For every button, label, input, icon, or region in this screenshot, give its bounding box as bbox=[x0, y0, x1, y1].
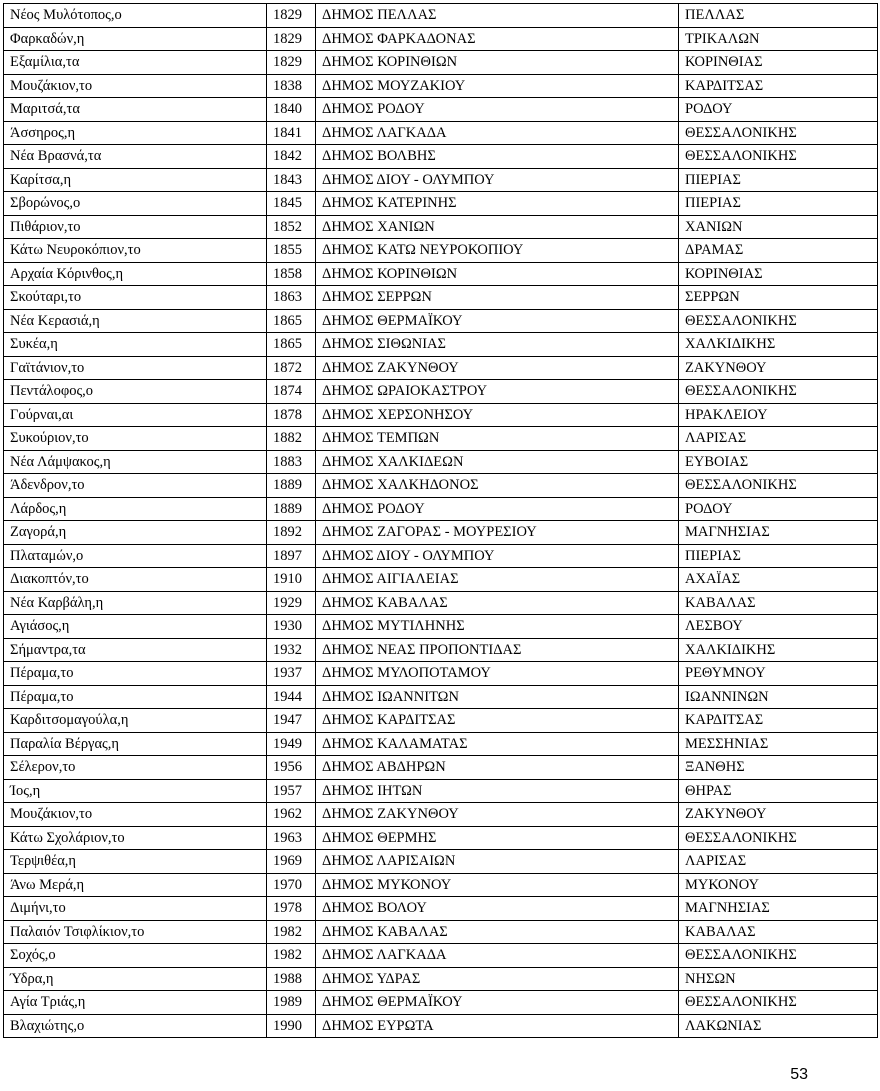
prefecture-cell: ΛΑΚΩΝΙΑΣ bbox=[679, 1014, 878, 1038]
year-cell: 1855 bbox=[267, 239, 316, 263]
table-row bbox=[4, 497, 878, 521]
year-cell: 1829 bbox=[267, 27, 316, 51]
municipality-cell: ΔΗΜΟΣ ΘΕΡΜΑΪΚΟΥ bbox=[316, 991, 679, 1015]
table-row bbox=[4, 74, 878, 98]
year-cell: 1969 bbox=[267, 850, 316, 874]
prefecture-cell: ΚΑΡΔΙΤΣΑΣ bbox=[679, 74, 878, 98]
municipality-cell: ΔΗΜΟΣ ΥΔΡΑΣ bbox=[316, 967, 679, 991]
table-row bbox=[4, 897, 878, 921]
table-row bbox=[4, 356, 878, 380]
settlement-name-cell: Ζαγορά,η bbox=[4, 521, 267, 545]
table-row bbox=[4, 920, 878, 944]
municipality-cell: ΔΗΜΟΣ ΑΙΓΙΑΛΕΙΑΣ bbox=[316, 568, 679, 592]
settlement-name-cell: Σκούταρι,το bbox=[4, 286, 267, 310]
year-cell: 1962 bbox=[267, 803, 316, 827]
municipality-cell: ΔΗΜΟΣ ΜΥΚΟΝΟΥ bbox=[316, 873, 679, 897]
settlement-name-cell: Γαϊτάνιον,το bbox=[4, 356, 267, 380]
prefecture-cell: ΠΙΕΡΙΑΣ bbox=[679, 192, 878, 216]
prefecture-cell: ΘΕΣΣΑΛΟΝΙΚΗΣ bbox=[679, 121, 878, 145]
year-cell: 1989 bbox=[267, 991, 316, 1015]
table-row bbox=[4, 967, 878, 991]
table-row bbox=[4, 850, 878, 874]
municipality-cell: ΔΗΜΟΣ ΜΥΤΙΛΗΝΗΣ bbox=[316, 615, 679, 639]
prefecture-cell: ΘΕΣΣΑΛΟΝΙΚΗΣ bbox=[679, 944, 878, 968]
table-row bbox=[4, 239, 878, 263]
table-row bbox=[4, 662, 878, 686]
settlement-name-cell: Μαριτσά,τα bbox=[4, 98, 267, 122]
year-cell: 1842 bbox=[267, 145, 316, 169]
settlement-name-cell: Γούρναι,αι bbox=[4, 403, 267, 427]
prefecture-cell: ΕΥΒΟΙΑΣ bbox=[679, 450, 878, 474]
table-row bbox=[4, 27, 878, 51]
prefecture-cell: ΡΟΔΟΥ bbox=[679, 497, 878, 521]
year-cell: 1897 bbox=[267, 544, 316, 568]
prefecture-cell: ΛΑΡΙΣΑΣ bbox=[679, 850, 878, 874]
prefecture-cell: ΘΕΣΣΑΛΟΝΙΚΗΣ bbox=[679, 145, 878, 169]
table-row bbox=[4, 591, 878, 615]
settlement-name-cell: Αγιάσος,η bbox=[4, 615, 267, 639]
year-cell: 1874 bbox=[267, 380, 316, 404]
settlement-name-cell: Συκούριον,το bbox=[4, 427, 267, 451]
year-cell: 1988 bbox=[267, 967, 316, 991]
table-row bbox=[4, 779, 878, 803]
table-row bbox=[4, 403, 878, 427]
municipality-cell: ΔΗΜΟΣ ΧΑΛΚΗΔΟΝΟΣ bbox=[316, 474, 679, 498]
prefecture-cell: ΜΑΓΝΗΣΙΑΣ bbox=[679, 897, 878, 921]
settlement-name-cell: Άδενδρον,το bbox=[4, 474, 267, 498]
settlement-name-cell: Βλαχιώτης,ο bbox=[4, 1014, 267, 1038]
records-table-body bbox=[4, 4, 878, 1038]
year-cell: 1970 bbox=[267, 873, 316, 897]
year-cell: 1947 bbox=[267, 709, 316, 733]
table-row bbox=[4, 544, 878, 568]
municipality-cell: ΔΗΜΟΣ ΕΥΡΩΤΑ bbox=[316, 1014, 679, 1038]
municipality-cell: ΔΗΜΟΣ ΧΑΝΙΩΝ bbox=[316, 215, 679, 239]
prefecture-cell: ΘΕΣΣΑΛΟΝΙΚΗΣ bbox=[679, 309, 878, 333]
settlement-name-cell: Αρχαία Κόρινθος,η bbox=[4, 262, 267, 286]
settlement-name-cell: Αγία Τριάς,η bbox=[4, 991, 267, 1015]
municipality-cell: ΔΗΜΟΣ ΧΑΛΚΙΔΕΩΝ bbox=[316, 450, 679, 474]
municipality-cell: ΔΗΜΟΣ ΧΕΡΣΟΝΗΣΟΥ bbox=[316, 403, 679, 427]
table-row bbox=[4, 192, 878, 216]
table-row bbox=[4, 803, 878, 827]
year-cell: 1963 bbox=[267, 826, 316, 850]
settlement-name-cell: Πιθάριον,το bbox=[4, 215, 267, 239]
settlement-name-cell: Μουζάκιον,το bbox=[4, 803, 267, 827]
prefecture-cell: ΤΡΙΚΑΛΩΝ bbox=[679, 27, 878, 51]
municipality-cell: ΔΗΜΟΣ ΛΑΡΙΣΑΙΩΝ bbox=[316, 850, 679, 874]
year-cell: 1978 bbox=[267, 897, 316, 921]
prefecture-cell: ΝΗΣΩΝ bbox=[679, 967, 878, 991]
table-row bbox=[4, 215, 878, 239]
prefecture-cell: ΙΩΑΝΝΙΝΩΝ bbox=[679, 685, 878, 709]
settlement-name-cell: Συκέα,η bbox=[4, 333, 267, 357]
municipality-cell: ΔΗΜΟΣ ΡΟΔΟΥ bbox=[316, 497, 679, 521]
year-cell: 1845 bbox=[267, 192, 316, 216]
municipality-cell: ΔΗΜΟΣ ΚΑΛΑΜΑΤΑΣ bbox=[316, 732, 679, 756]
settlement-name-cell: Καρδιτσομαγούλα,η bbox=[4, 709, 267, 733]
prefecture-cell: ΘΗΡΑΣ bbox=[679, 779, 878, 803]
prefecture-cell: ΧΑΛΚΙΔΙΚΗΣ bbox=[679, 638, 878, 662]
year-cell: 1982 bbox=[267, 944, 316, 968]
municipality-cell: ΔΗΜΟΣ ΘΕΡΜΗΣ bbox=[316, 826, 679, 850]
table-row bbox=[4, 4, 878, 28]
table-row bbox=[4, 685, 878, 709]
table-row bbox=[4, 568, 878, 592]
year-cell: 1863 bbox=[267, 286, 316, 310]
municipality-cell: ΔΗΜΟΣ ΚΑΤΩ ΝΕΥΡΟΚΟΠΙΟΥ bbox=[316, 239, 679, 263]
prefecture-cell: ΘΕΣΣΑΛΟΝΙΚΗΣ bbox=[679, 474, 878, 498]
municipality-cell: ΔΗΜΟΣ ΚΟΡΙΝΘΙΩΝ bbox=[316, 51, 679, 75]
prefecture-cell: ΚΑΒΑΛΑΣ bbox=[679, 591, 878, 615]
year-cell: 1878 bbox=[267, 403, 316, 427]
table-row bbox=[4, 615, 878, 639]
settlement-name-cell: Ύδρα,η bbox=[4, 967, 267, 991]
prefecture-cell: ΛΑΡΙΣΑΣ bbox=[679, 427, 878, 451]
municipality-cell: ΔΗΜΟΣ ΠΕΛΛΑΣ bbox=[316, 4, 679, 28]
prefecture-cell: ΠΙΕΡΙΑΣ bbox=[679, 544, 878, 568]
municipality-cell: ΔΗΜΟΣ ΝΕΑΣ ΠΡΟΠΟΝΤΙΔΑΣ bbox=[316, 638, 679, 662]
municipality-cell: ΔΗΜΟΣ ΡΟΔΟΥ bbox=[316, 98, 679, 122]
year-cell: 1882 bbox=[267, 427, 316, 451]
settlement-name-cell: Διμήνι,το bbox=[4, 897, 267, 921]
prefecture-cell: ΣΕΡΡΩΝ bbox=[679, 286, 878, 310]
table-row bbox=[4, 991, 878, 1015]
municipality-cell: ΔΗΜΟΣ ΣΕΡΡΩΝ bbox=[316, 286, 679, 310]
table-row bbox=[4, 732, 878, 756]
table-row bbox=[4, 333, 878, 357]
settlement-name-cell: Ίος,η bbox=[4, 779, 267, 803]
prefecture-cell: ΞΑΝΘΗΣ bbox=[679, 756, 878, 780]
settlement-name-cell: Καρίτσα,η bbox=[4, 168, 267, 192]
municipality-cell: ΔΗΜΟΣ ΖΑΓΟΡΑΣ - ΜΟΥΡΕΣΙΟΥ bbox=[316, 521, 679, 545]
settlement-name-cell: Παραλία Βέργας,η bbox=[4, 732, 267, 756]
prefecture-cell: ΚΑΒΑΛΑΣ bbox=[679, 920, 878, 944]
settlement-name-cell: Φαρκαδών,η bbox=[4, 27, 267, 51]
prefecture-cell: ΜΥΚΟΝΟΥ bbox=[679, 873, 878, 897]
municipality-cell: ΔΗΜΟΣ ΜΟΥΖΑΚΙΟΥ bbox=[316, 74, 679, 98]
municipality-cell: ΔΗΜΟΣ ΘΕΡΜΑΪΚΟΥ bbox=[316, 309, 679, 333]
table-row bbox=[4, 168, 878, 192]
municipality-cell: ΔΗΜΟΣ ΤΕΜΠΩΝ bbox=[316, 427, 679, 451]
municipality-cell: ΔΗΜΟΣ ΒΟΛΟΥ bbox=[316, 897, 679, 921]
municipality-cell: ΔΗΜΟΣ ΛΑΓΚΑΔΑ bbox=[316, 121, 679, 145]
settlement-name-cell: Πέραμα,το bbox=[4, 662, 267, 686]
year-cell: 1889 bbox=[267, 474, 316, 498]
table-row bbox=[4, 826, 878, 850]
prefecture-cell: ΠΙΕΡΙΑΣ bbox=[679, 168, 878, 192]
municipality-cell: ΔΗΜΟΣ ΒΟΛΒΗΣ bbox=[316, 145, 679, 169]
municipality-cell: ΔΗΜΟΣ ΑΒΔΗΡΩΝ bbox=[316, 756, 679, 780]
settlement-name-cell: Κάτω Σχολάριον,το bbox=[4, 826, 267, 850]
prefecture-cell: ΜΕΣΣΗΝΙΑΣ bbox=[679, 732, 878, 756]
year-cell: 1883 bbox=[267, 450, 316, 474]
settlement-name-cell: Παλαιόν Τσιφλίκιον,το bbox=[4, 920, 267, 944]
table-row bbox=[4, 380, 878, 404]
prefecture-cell: ΜΑΓΝΗΣΙΑΣ bbox=[679, 521, 878, 545]
year-cell: 1843 bbox=[267, 168, 316, 192]
year-cell: 1829 bbox=[267, 51, 316, 75]
municipality-cell: ΔΗΜΟΣ ΚΑΡΔΙΤΣΑΣ bbox=[316, 709, 679, 733]
municipality-cell: ΔΗΜΟΣ ΖΑΚΥΝΘΟΥ bbox=[316, 803, 679, 827]
municipality-cell: ΔΗΜΟΣ ΖΑΚΥΝΘΟΥ bbox=[316, 356, 679, 380]
municipality-cell: ΔΗΜΟΣ ΩΡΑΙΟΚΑΣΤΡΟΥ bbox=[316, 380, 679, 404]
prefecture-cell: ΖΑΚΥΝΘΟΥ bbox=[679, 803, 878, 827]
table-row bbox=[4, 427, 878, 451]
year-cell: 1889 bbox=[267, 497, 316, 521]
settlement-name-cell: Άσσηρος,η bbox=[4, 121, 267, 145]
prefecture-cell: ΗΡΑΚΛΕΙΟΥ bbox=[679, 403, 878, 427]
municipality-cell: ΔΗΜΟΣ ΜΥΛΟΠΟΤΑΜΟΥ bbox=[316, 662, 679, 686]
year-cell: 1929 bbox=[267, 591, 316, 615]
year-cell: 1957 bbox=[267, 779, 316, 803]
prefecture-cell: ΡΟΔΟΥ bbox=[679, 98, 878, 122]
year-cell: 1865 bbox=[267, 309, 316, 333]
table-row bbox=[4, 873, 878, 897]
prefecture-cell: ΔΡΑΜΑΣ bbox=[679, 239, 878, 263]
year-cell: 1944 bbox=[267, 685, 316, 709]
prefecture-cell: ΠΕΛΛΑΣ bbox=[679, 4, 878, 28]
table-row bbox=[4, 521, 878, 545]
year-cell: 1990 bbox=[267, 1014, 316, 1038]
municipality-cell: ΔΗΜΟΣ ΚΑΒΑΛΑΣ bbox=[316, 591, 679, 615]
settlement-name-cell: Διακοπτόν,το bbox=[4, 568, 267, 592]
prefecture-cell: ΚΟΡΙΝΘΙΑΣ bbox=[679, 51, 878, 75]
prefecture-cell: ΛΕΣΒΟΥ bbox=[679, 615, 878, 639]
settlement-name-cell: Σήμαντρα,τα bbox=[4, 638, 267, 662]
municipality-cell: ΔΗΜΟΣ ΙΩΑΝΝΙΤΩΝ bbox=[316, 685, 679, 709]
table-row bbox=[4, 98, 878, 122]
prefecture-cell: ΧΑΝΙΩΝ bbox=[679, 215, 878, 239]
year-cell: 1937 bbox=[267, 662, 316, 686]
year-cell: 1872 bbox=[267, 356, 316, 380]
municipality-cell: ΔΗΜΟΣ ΚΑΒΑΛΑΣ bbox=[316, 920, 679, 944]
year-cell: 1930 bbox=[267, 615, 316, 639]
table-row bbox=[4, 944, 878, 968]
municipality-cell: ΔΗΜΟΣ ΔΙΟΥ - ΟΛΥΜΠΟΥ bbox=[316, 168, 679, 192]
table-row bbox=[4, 145, 878, 169]
settlement-name-cell: Κάτω Νευροκόπιον,το bbox=[4, 239, 267, 263]
prefecture-cell: ΚΟΡΙΝΘΙΑΣ bbox=[679, 262, 878, 286]
municipality-cell: ΔΗΜΟΣ ΚΑΤΕΡΙΝΗΣ bbox=[316, 192, 679, 216]
year-cell: 1956 bbox=[267, 756, 316, 780]
table-row bbox=[4, 1014, 878, 1038]
prefecture-cell: ΘΕΣΣΑΛΟΝΙΚΗΣ bbox=[679, 380, 878, 404]
year-cell: 1840 bbox=[267, 98, 316, 122]
table-row bbox=[4, 51, 878, 75]
year-cell: 1838 bbox=[267, 74, 316, 98]
page-number: 53 bbox=[790, 1066, 808, 1083]
year-cell: 1841 bbox=[267, 121, 316, 145]
year-cell: 1932 bbox=[267, 638, 316, 662]
prefecture-cell: ΘΕΣΣΑΛΟΝΙΚΗΣ bbox=[679, 991, 878, 1015]
municipality-cell: ΔΗΜΟΣ ΙΗΤΩΝ bbox=[316, 779, 679, 803]
year-cell: 1829 bbox=[267, 4, 316, 28]
prefecture-cell: ΑΧΑΪΑΣ bbox=[679, 568, 878, 592]
table-row bbox=[4, 450, 878, 474]
year-cell: 1982 bbox=[267, 920, 316, 944]
prefecture-cell: ΘΕΣΣΑΛΟΝΙΚΗΣ bbox=[679, 826, 878, 850]
settlement-name-cell: Σοχός,ο bbox=[4, 944, 267, 968]
settlement-name-cell: Νέα Κερασιά,η bbox=[4, 309, 267, 333]
settlement-name-cell: Σβορώνος,ο bbox=[4, 192, 267, 216]
table-row bbox=[4, 709, 878, 733]
settlement-name-cell: Λάρδος,η bbox=[4, 497, 267, 521]
table-row bbox=[4, 262, 878, 286]
settlement-name-cell: Πέραμα,το bbox=[4, 685, 267, 709]
settlement-name-cell: Νέος Μυλότοπος,ο bbox=[4, 4, 267, 28]
settlement-name-cell: Πεντάλοφος,ο bbox=[4, 380, 267, 404]
year-cell: 1910 bbox=[267, 568, 316, 592]
year-cell: 1865 bbox=[267, 333, 316, 357]
settlement-name-cell: Εξαμίλια,τα bbox=[4, 51, 267, 75]
table-row bbox=[4, 309, 878, 333]
table-row bbox=[4, 474, 878, 498]
table-row bbox=[4, 121, 878, 145]
settlement-name-cell: Νέα Βρασνά,τα bbox=[4, 145, 267, 169]
year-cell: 1852 bbox=[267, 215, 316, 239]
year-cell: 1949 bbox=[267, 732, 316, 756]
table-row bbox=[4, 638, 878, 662]
prefecture-cell: ΧΑΛΚΙΔΙΚΗΣ bbox=[679, 333, 878, 357]
settlement-name-cell: Πλαταμών,ο bbox=[4, 544, 267, 568]
year-cell: 1858 bbox=[267, 262, 316, 286]
municipality-cell: ΔΗΜΟΣ ΚΟΡΙΝΘΙΩΝ bbox=[316, 262, 679, 286]
year-cell: 1892 bbox=[267, 521, 316, 545]
settlement-name-cell: Άνω Μερά,η bbox=[4, 873, 267, 897]
settlement-name-cell: Νέα Λάμψακος,η bbox=[4, 450, 267, 474]
municipality-cell: ΔΗΜΟΣ ΣΙΘΩΝΙΑΣ bbox=[316, 333, 679, 357]
prefecture-cell: ΚΑΡΔΙΤΣΑΣ bbox=[679, 709, 878, 733]
table-row bbox=[4, 286, 878, 310]
municipality-cell: ΔΗΜΟΣ ΦΑΡΚΑΔΟΝΑΣ bbox=[316, 27, 679, 51]
settlement-name-cell: Σέλερον,το bbox=[4, 756, 267, 780]
prefecture-cell: ΡΕΘΥΜΝΟΥ bbox=[679, 662, 878, 686]
settlement-name-cell: Μουζάκιον,το bbox=[4, 74, 267, 98]
settlement-name-cell: Νέα Καρβάλη,η bbox=[4, 591, 267, 615]
municipality-cell: ΔΗΜΟΣ ΛΑΓΚΑΔΑ bbox=[316, 944, 679, 968]
settlement-name-cell: Τερψιθέα,η bbox=[4, 850, 267, 874]
records-table bbox=[3, 3, 878, 1038]
prefecture-cell: ΖΑΚΥΝΘΟΥ bbox=[679, 356, 878, 380]
table-row bbox=[4, 756, 878, 780]
municipality-cell: ΔΗΜΟΣ ΔΙΟΥ - ΟΛΥΜΠΟΥ bbox=[316, 544, 679, 568]
